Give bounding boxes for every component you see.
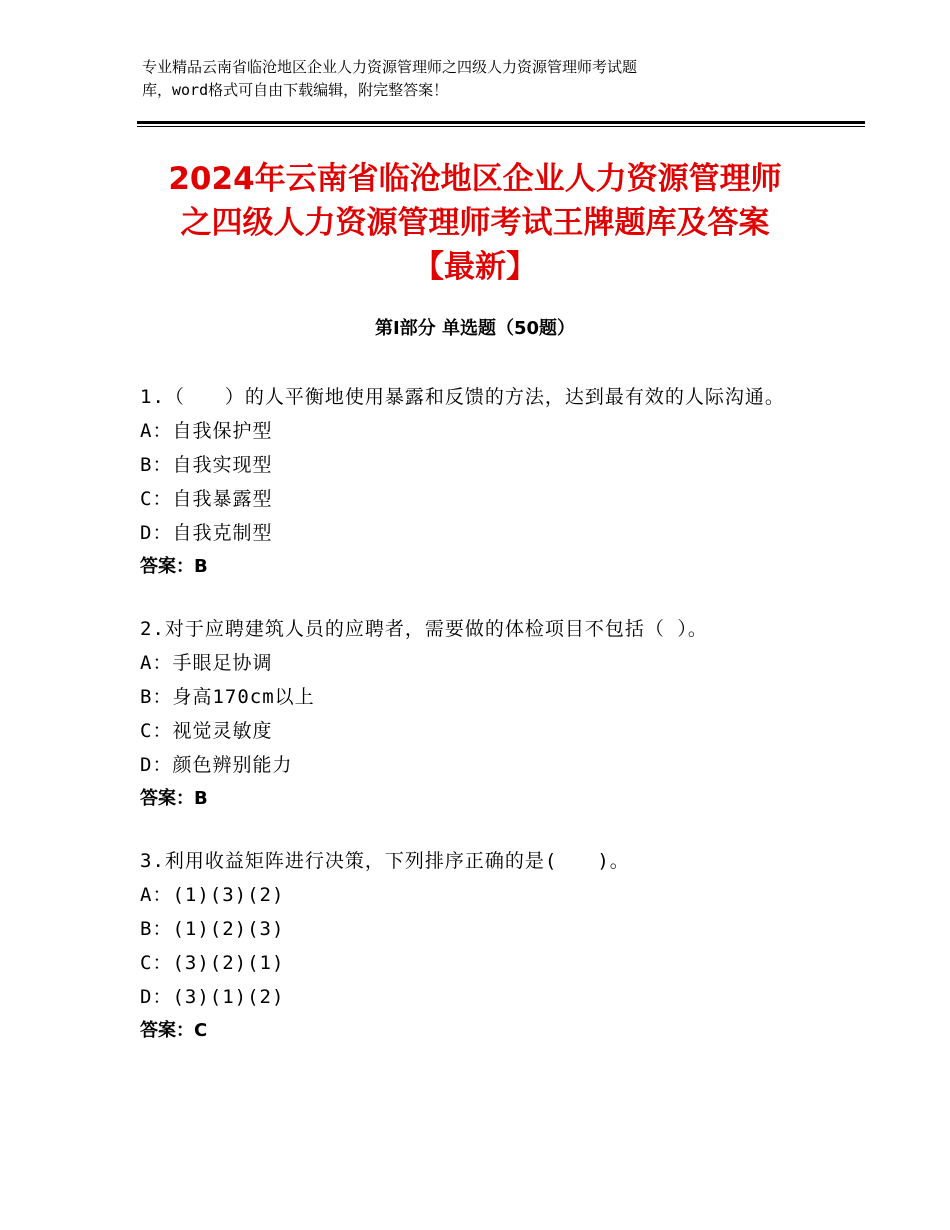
question-stem: 2.对于应聘建筑人员的应聘者，需要做的体检项目不包括（ ）。: [140, 618, 708, 640]
answer-label: 答案：B: [140, 788, 208, 809]
option-c: C：(3)(2)(1): [140, 952, 285, 974]
option-a: A：自我保护型: [140, 420, 273, 442]
question-stem: 3.利用收益矩阵进行决策，下列排序正确的是( )。: [140, 850, 630, 872]
question-list: [140, 380, 830, 1076]
question-stem: 1.（ ）的人平衡地使用暴露和反馈的方法，达到最有效的人际沟通。: [140, 386, 785, 408]
option-a: A：手眼足协调: [140, 652, 273, 674]
header-note: [142, 56, 822, 102]
document-title: [120, 157, 830, 289]
question-1: [140, 380, 830, 584]
option-b: B：(1)(2)(3): [140, 918, 285, 940]
option-d: D：(3)(1)(2): [140, 986, 285, 1008]
option-b: B：身高170cm以上: [140, 686, 315, 708]
answer-label: 答案：C: [140, 1020, 208, 1041]
title-line-3: 【最新】: [413, 249, 537, 285]
header-note-line-1: 专业精品云南省临沧地区企业人力资源管理师之四级人力资源管理师考试题: [142, 58, 638, 76]
answer-label: 答案：B: [140, 556, 208, 577]
option-d: D：颜色辨别能力: [140, 754, 293, 776]
question-3: [140, 844, 830, 1048]
option-c: C：自我暴露型: [140, 488, 273, 510]
title-line-2: 之四级人力资源管理师考试王牌题库及答案: [180, 205, 770, 241]
option-b: B：自我实现型: [140, 454, 273, 476]
question-2: [140, 612, 830, 816]
header-note-line-2: 库，word格式可自由下载编辑，附完整答案！: [142, 81, 449, 99]
option-d: D：自我克制型: [140, 522, 273, 544]
option-c: C：视觉灵敏度: [140, 720, 273, 742]
header-divider-thick: [137, 121, 865, 124]
option-a: A：(1)(3)(2): [140, 884, 285, 906]
section-heading: 第Ⅰ部分 单选题（50题）: [374, 318, 575, 339]
header-divider-thin: [137, 126, 865, 127]
title-line-1: 2024年云南省临沧地区企业人力资源管理师: [168, 161, 782, 197]
